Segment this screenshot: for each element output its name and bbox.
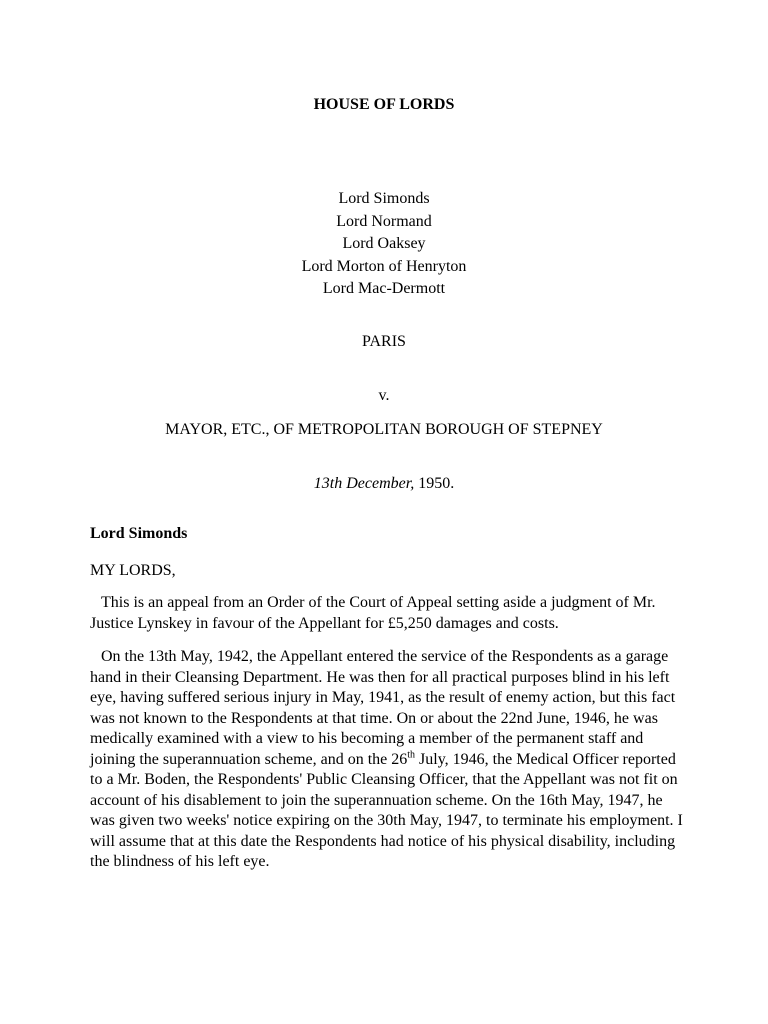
paragraph: This is an appeal from an Order of the Court of Appeal setting aside a judgment of Mr. Justice Lynskey in favour of the Appellant for £5,250 damages and costs. xyxy=(90,594,656,632)
versus-label: v. xyxy=(378,387,390,404)
judgment-date xyxy=(0,473,768,495)
salutation: MY LORDS, xyxy=(90,562,176,579)
appellant-name: PARIS xyxy=(362,333,406,350)
date-day-month: 13th December, xyxy=(313,475,415,492)
paragraph xyxy=(90,647,690,873)
judge-name: Lord Oaksey xyxy=(342,235,426,253)
judges-list xyxy=(0,188,768,301)
ordinal-suffix: th xyxy=(407,749,416,761)
paragraph-text: On the 13th May, 1942, the Appellant entered the service of the Respondents as a garage hand in their Cleansing Department. He was then for all practical purposes blind in his left eye, having suffered serious injury in May, 1941, as the result of enemy action, but this fact was not known to the Respondents at that time. On or about the 22nd June, 1946, he was medically examined with a view to his becoming a member of the permanent staff and joining the superannuation scheme, and on the 26 xyxy=(90,648,676,768)
speaker-heading: Lord Simonds xyxy=(90,525,188,542)
judge-name: Lord Mac-Dermott xyxy=(322,280,446,298)
paragraph-text: July, 1946, the Medical Officer reported to a Mr. Boden, the Respondents' Public Cleansing Officer, that the Appellant was not fit on account of his disablement to join the superannuation scheme. On the 16th May, 1947, he was given two weeks' notice expiring on the 30th May, 1947, to terminate his employment. I will assume that at this date the Respondents had notice of his physical disability, including the blindness of his left eye. xyxy=(90,750,683,870)
court-title: HOUSE OF LORDS xyxy=(313,96,455,113)
judge-name: Lord Morton of Henryton xyxy=(301,257,467,275)
judge-name: Lord Normand xyxy=(336,212,432,230)
respondent-name: MAYOR, ETC., OF METROPOLITAN BOROUGH OF STEPNEY xyxy=(165,421,603,438)
judge-name: Lord Simonds xyxy=(338,190,430,207)
date-year: 1950. xyxy=(414,475,455,492)
